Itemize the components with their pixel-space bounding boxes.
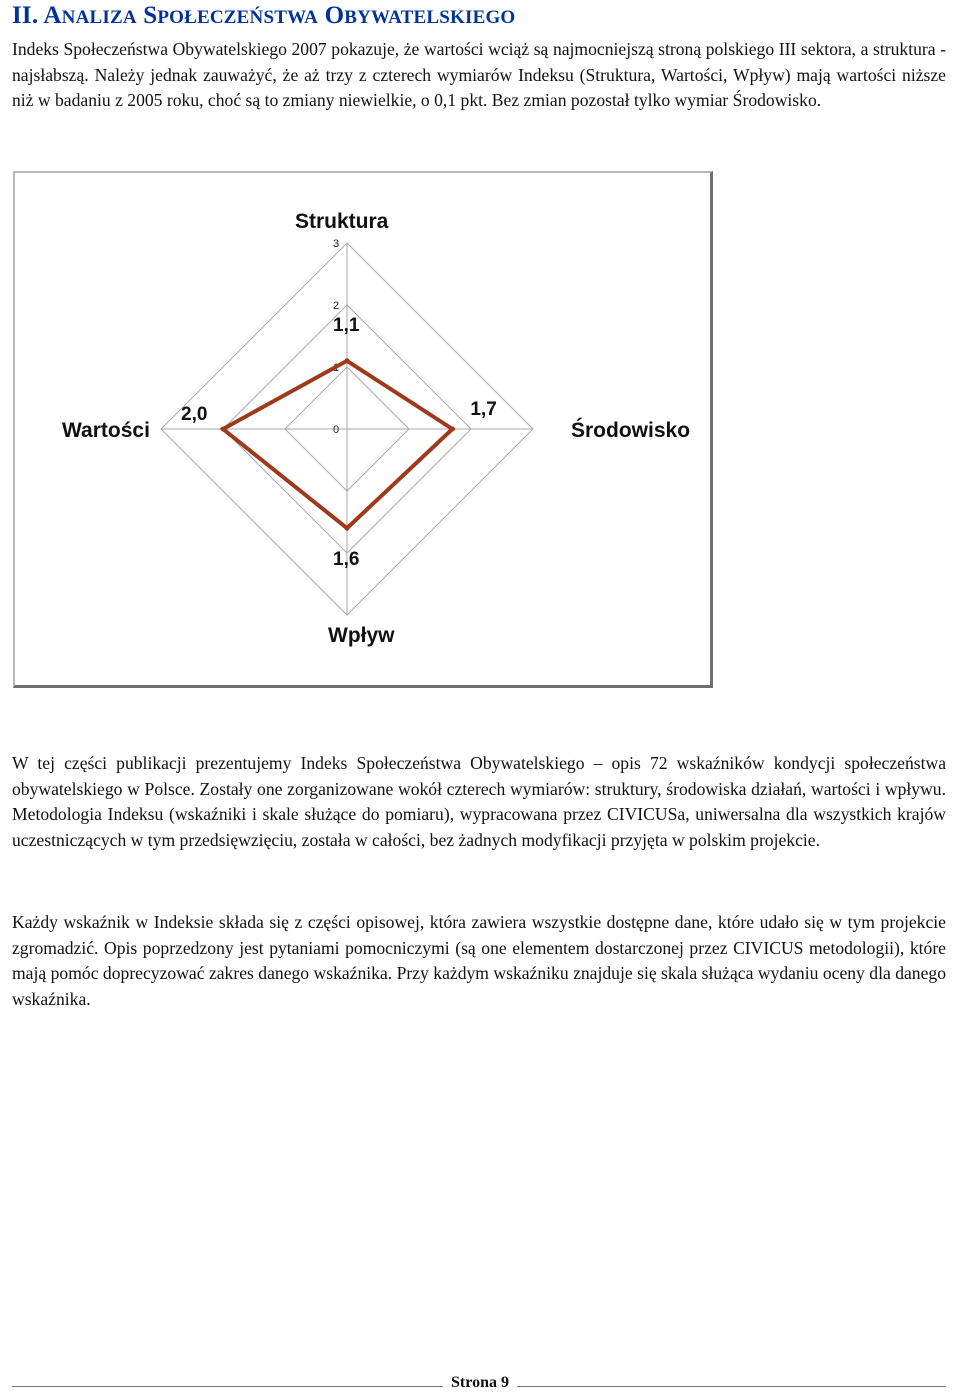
radar-axis-label: Wpływ <box>328 624 395 647</box>
radar-data-point <box>345 526 350 531</box>
radar-data-point <box>345 358 350 363</box>
section-heading <box>12 2 515 30</box>
heading-word-1-initial: A <box>43 2 62 29</box>
radar-tick-label: 2 <box>333 300 340 312</box>
heading-word-3-initial: O <box>324 2 345 29</box>
radar-axis-label: Środowisko <box>571 419 691 442</box>
radar-tick-label: 3 <box>333 238 340 250</box>
heading-word-2-initial: S <box>143 2 158 29</box>
radar-value-label: 1,6 <box>333 549 360 571</box>
radar-value-label: 1,1 <box>333 314 360 336</box>
radar-chart-figure <box>13 171 713 688</box>
radar-value-label: 2,0 <box>181 404 208 425</box>
heading-number: II. <box>12 2 39 29</box>
radar-value-label: 1,7 <box>470 399 497 420</box>
radar-chart <box>15 173 710 685</box>
page-footer <box>0 1374 960 1392</box>
radar-series-polygon <box>223 361 452 528</box>
indicator-description-paragraph: Każdy wskaźnik w Indeksie składa się z części opisowej, która zawiera wszystkie dostępne dane, które udało się w tym projekcie zgromadzić. Opis poprzedzony jest pytaniami pomocniczymi (są one elementem dostarczonej przez CIVICUS metodologii), które mają pomóc doprecyzować zakres danego wskaźnika. Przy każdym wskaźniku znajduje się skala służąca wydaniu oceny dla danego wskaźnika. <box>12 912 946 1009</box>
methodology-paragraph: W tej części publikacji prezentujemy Indeks Społeczeństwa Obywatelskiego – opis 72 wskaźników kondycji społeczeństwa obywatelskiego w Polsce. Zostały one zorganizowane wokół czterech wymiarów: struktury, środowiska działań, wartości i wpływu. Metodologia Indeksu (wskaźniki i skale służące do pomiaru), wypracowana przez CIVICUSa, uniwersalna dla wszystkich krajów uczestniczących w tym przedsięwzięciu, została w całości, bez żadnych modyfikacji przyjęta w polskim projekcie. <box>12 753 946 850</box>
radar-axis-label: Wartości <box>62 419 150 442</box>
radar-axis-label: Struktura <box>295 210 389 233</box>
heading-word-1-rest: NALIZA <box>61 7 137 28</box>
radar-data-point <box>450 427 455 432</box>
intro-paragraph: Indeks Społeczeństwa Obywatelskiego 2007 pokazuje, że wartości wciąż są najmocniejszą stroną polskiego III sektora, a struktura - najsłabszą. Należy jednak zauważyć, że aż trzy z czterech wymiarów Indeksu (Struktura, Wartości, Wpływ) mają wartości niższe niż w badaniu z 2005 roku, choć są to zmiany niewielkie, o 0,1 pkt. Bez zmian pozostał tylko wymiar Środowisko. <box>12 39 946 110</box>
page-number: Strona 9 <box>443 1374 517 1391</box>
radar-data-point <box>221 427 226 432</box>
radar-tick-label: 1 <box>333 362 340 374</box>
radar-tick-label: 0 <box>333 424 340 436</box>
heading-word-2-rest: POŁECZEŃSTWA <box>157 7 319 28</box>
heading-word-3-rest: BYWATELSKIEGO <box>344 7 516 28</box>
